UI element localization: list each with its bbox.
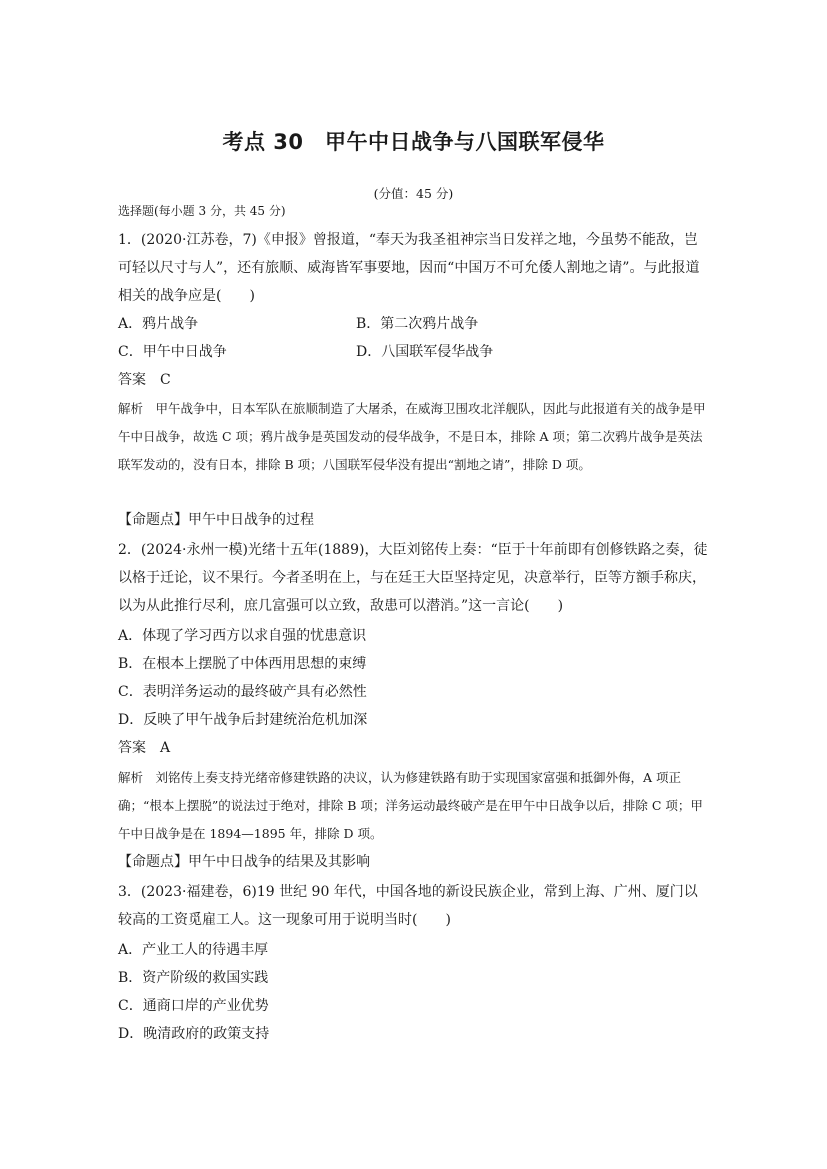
question-3-text: 3．(2023·福建卷，6)19 世纪 90 年代，中国各地的新设民族企业，常到上海、广州、厦门以较高的工资觅雇工人。这一现象可用于说明当时( ): [118, 884, 698, 928]
page-title: 考点 30 甲午中日战争与八国联军侵华: [222, 130, 605, 154]
question-3-option-d: D．晚清政府的政策支持: [118, 1026, 270, 1042]
question-3-option-b: B．资产阶级的救国实践: [118, 970, 269, 986]
question-2-point: 【命题点】甲午中日战争的结果及其影响: [118, 854, 370, 870]
question-2-answer: 答案 A: [118, 740, 171, 756]
question-1-option-a: A．鸦片战争: [118, 316, 199, 332]
question-2-explanation: 解析 刘铭传上奏支持光绪帝修建铁路的决议，认为修建铁路有助于实现国家富强和抵御外侮，A 项正确；“根本上摆脱”的说法过于绝对，排除 B 项；洋务运动最终破产是在甲午中日战争以后，排除 C 项；甲午中日战争是在 1894—1895 年，排除 D 项。: [118, 770, 703, 841]
question-2-option-c: C．表明洋务运动的最终破产具有必然性: [118, 684, 367, 700]
question-1-text: 1．(2020·江苏卷，7)《申报》曾报道，“奉天为我圣祖神宗当日发祥之地，今虽势不能敌，岂可轻以尺寸与人”，还有旅顺、威海皆军事要地，因而“中国万不可允倭人割地之请”。与此报道相关的战争应是( ): [118, 232, 700, 304]
question-1-point: 【命题点】甲午中日战争的过程: [118, 512, 314, 528]
question-1-answer: 答案 C: [118, 372, 171, 388]
section-heading: 选择题(每小题 3 分，共 45 分): [118, 204, 286, 218]
question-3-option-c: C．通商口岸的产业优势: [118, 998, 269, 1014]
question-2-text: 2．(2024·永州一模)光绪十五年(1889)，大臣刘铭传上奏：“臣于十年前即有创修铁路之奏，徒以格于迁论，议不果行。今者圣明在上，与在廷王大臣坚持定见，决意举行，臣等方额手称庆，以为从此推行尽利，庶几富强可以立致，敌患可以潜消。”这一言论( ): [118, 542, 708, 614]
score-note: (分值：45 分): [373, 186, 454, 201]
question-2-option-b: B．在根本上摆脱了中体西用思想的束缚: [118, 656, 367, 672]
question-1-explanation: 解析 甲午战争中，日本军队在旅顺制造了大屠杀，在威海卫围攻北洋舰队，因此与此报道有关的战争是甲午中日战争，故选 C 项；鸦片战争是英国发动的侵华战争，不是日本，排除 A 项；第二次鸦片战争是英法联军发动的，没有日本，排除 B 项；八国联军侵华没有提出“割地之请”，排除 D 项。: [118, 401, 706, 472]
question-2-option-a: A．体现了学习西方以求自强的忧患意识: [118, 628, 367, 644]
question-3-option-a: A．产业工人的待遇丰厚: [118, 942, 269, 958]
question-1-option-d: D．八国联军侵华战争: [356, 344, 494, 360]
question-1-option-b: B．第二次鸦片战争: [356, 316, 479, 332]
question-2-option-d: D．反映了甲午战争后封建统治危机加深: [118, 712, 368, 728]
question-1-option-c: C．甲午中日战争: [118, 344, 227, 360]
